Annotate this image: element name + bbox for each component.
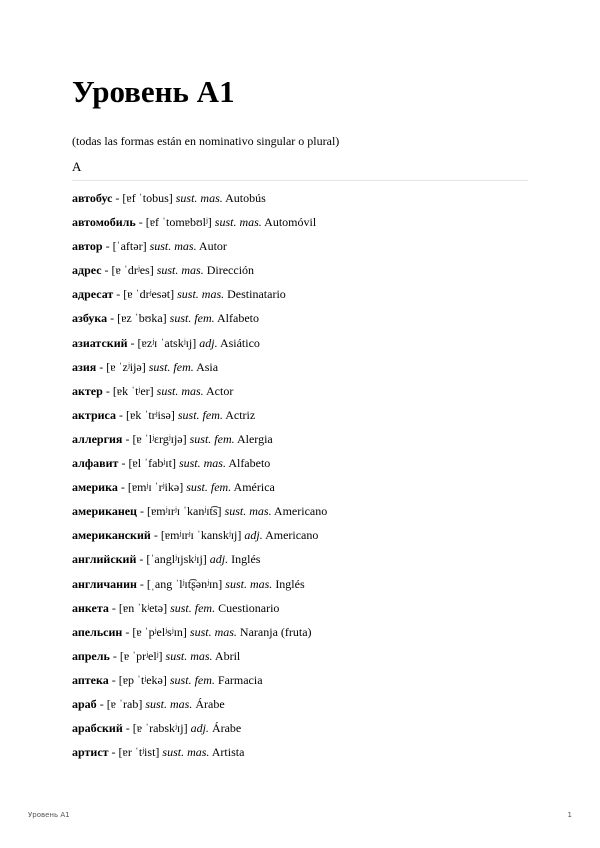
footer-title: Уровень A1 bbox=[28, 811, 70, 819]
vocabulary-entry bbox=[72, 549, 542, 573]
entry-translation: Árabe bbox=[195, 696, 225, 711]
entry-translation: Autor bbox=[198, 239, 227, 254]
entry-part-of-speech: sust. mas. bbox=[165, 648, 213, 663]
vocabulary-entry bbox=[72, 212, 542, 236]
entry-translation: Destinatario bbox=[227, 287, 286, 302]
entry-transcription: [ˌang ˈlʲɪt͡ʂənʲɪn] bbox=[146, 576, 223, 591]
entry-translation: Farmacia bbox=[217, 672, 263, 687]
vocabulary-entry bbox=[72, 405, 542, 429]
page-number: 1 bbox=[567, 811, 572, 819]
entry-separator: - bbox=[113, 287, 124, 302]
entry-translation: Americano bbox=[265, 528, 319, 543]
entry-separator: - bbox=[122, 721, 133, 736]
entry-word: адрес bbox=[72, 263, 102, 278]
entry-word: азиатский bbox=[72, 335, 128, 350]
entry-transcription: [ɐzʲɪ ˈatskʲɪj] bbox=[137, 335, 197, 350]
vocabulary-entry bbox=[72, 333, 542, 357]
entry-word: америка bbox=[72, 480, 118, 495]
entry-translation: América bbox=[233, 480, 275, 495]
entry-separator: - bbox=[116, 407, 127, 422]
entry-separator: - bbox=[122, 624, 133, 639]
entry-part-of-speech: sust. mas. bbox=[156, 263, 204, 278]
entry-word: артист bbox=[72, 745, 109, 760]
entry-transcription: [ɐp ˈtʲekə] bbox=[118, 672, 167, 687]
entry-translation: Actor bbox=[206, 383, 234, 398]
entry-word: анкета bbox=[72, 600, 109, 615]
entry-separator: - bbox=[118, 456, 129, 471]
vocabulary-entry bbox=[72, 501, 542, 525]
entry-separator: - bbox=[102, 239, 113, 254]
entry-transcription: [ɐ ˈrabskʲɪj] bbox=[132, 721, 188, 736]
vocabulary-entry bbox=[72, 453, 542, 477]
entry-separator: - bbox=[102, 383, 113, 398]
entry-separator: - bbox=[136, 552, 147, 567]
vocabulary-list bbox=[72, 188, 542, 766]
entry-separator: - bbox=[112, 191, 123, 205]
entry-word: автомобиль bbox=[72, 215, 136, 230]
entry-transcription: [ˈanglʲɪjskʲɪj] bbox=[146, 552, 207, 567]
entry-translation: Automóvil bbox=[264, 215, 317, 230]
entry-transcription: [ɐmʲɪrʲɪ ˈkanʲɪt͡s] bbox=[146, 504, 222, 519]
entry-part-of-speech: sust. fem. bbox=[170, 600, 216, 615]
entry-translation: Alfabeto bbox=[217, 311, 259, 326]
entry-transcription: [ɐ ˈlʲɛrgʲɪjə] bbox=[132, 431, 187, 446]
entry-transcription: [ɐ ˈpʲelʲsʲɪn] bbox=[132, 624, 187, 639]
entry-part-of-speech: adj. bbox=[190, 721, 209, 736]
entry-separator: - bbox=[150, 528, 161, 543]
vocabulary-entry bbox=[72, 236, 542, 260]
entry-translation: Artista bbox=[211, 745, 245, 760]
section-letter: A bbox=[72, 159, 82, 174]
vocabulary-entry bbox=[72, 574, 542, 598]
entry-part-of-speech: sust. fem. bbox=[169, 311, 215, 326]
entry-word: американец bbox=[72, 504, 137, 519]
entry-translation: Americano bbox=[273, 504, 328, 519]
vocabulary-entry bbox=[72, 429, 542, 453]
entry-part-of-speech: sust. mas. bbox=[224, 504, 272, 519]
entry-translation: Árabe bbox=[211, 721, 242, 736]
entry-part-of-speech: sust. mas. bbox=[156, 383, 204, 398]
vocabulary-entry bbox=[72, 646, 542, 670]
entry-translation: Cuestionario bbox=[218, 600, 280, 615]
vocabulary-entry bbox=[72, 357, 542, 381]
entry-translation: Abril bbox=[214, 648, 241, 663]
entry-translation: Alergia bbox=[236, 431, 273, 446]
entry-part-of-speech: sust. fem. bbox=[189, 431, 235, 446]
entry-translation: Autobús bbox=[225, 191, 266, 205]
entry-word: аллергия bbox=[72, 431, 123, 446]
entry-transcription: [ɐmʲɪrʲɪ ˈkanskʲɪj] bbox=[160, 528, 242, 543]
entry-transcription: [ɐk ˈtʲer] bbox=[112, 383, 154, 398]
entry-part-of-speech: adj. bbox=[209, 552, 229, 567]
entry-transcription: [ɐl ˈfabʲɪt] bbox=[128, 456, 176, 471]
entry-separator: - bbox=[122, 431, 133, 446]
vocabulary-entry bbox=[72, 284, 542, 308]
entry-separator: - bbox=[108, 600, 119, 615]
entry-part-of-speech: adj. bbox=[244, 528, 263, 543]
entry-part-of-speech: sust. fem. bbox=[177, 407, 223, 422]
entry-separator: - bbox=[136, 504, 147, 519]
vocabulary-entry bbox=[72, 308, 542, 332]
vocabulary-entry bbox=[72, 598, 542, 622]
entry-word: англичанин bbox=[72, 576, 137, 591]
vocabulary-entry bbox=[72, 381, 542, 405]
entry-separator: - bbox=[109, 648, 120, 663]
entry-word: автобус bbox=[72, 191, 113, 205]
entry-translation: Asia bbox=[196, 359, 219, 374]
entry-word: актер bbox=[72, 383, 103, 398]
vocabulary-entry bbox=[72, 742, 542, 766]
entry-word: американский bbox=[72, 528, 151, 543]
page-subtitle: (todas las formas están en nominativo singular o plural) bbox=[72, 134, 340, 148]
entry-word: английский bbox=[72, 552, 137, 567]
entry-transcription: [ɐr ˈtʲist] bbox=[118, 745, 160, 760]
entry-separator: - bbox=[136, 576, 147, 591]
entry-translation: Asiático bbox=[219, 335, 260, 350]
entry-word: адресат bbox=[72, 287, 114, 302]
entry-separator: - bbox=[96, 696, 107, 711]
entry-part-of-speech: sust. mas. bbox=[225, 576, 273, 591]
entry-part-of-speech: sust. mas. bbox=[162, 745, 210, 760]
entry-part-of-speech: sust. mas. bbox=[189, 624, 237, 639]
entry-separator: - bbox=[108, 745, 119, 760]
vocabulary-entry bbox=[72, 718, 542, 742]
vocabulary-entry bbox=[72, 525, 542, 549]
entry-transcription: [ɐk ˈtrʲisə] bbox=[126, 407, 175, 422]
vocabulary-entry bbox=[72, 260, 542, 284]
vocabulary-entry bbox=[72, 188, 542, 212]
entry-separator: - bbox=[96, 359, 107, 374]
entry-word: азбука bbox=[72, 311, 108, 326]
entry-word: алфавит bbox=[72, 456, 119, 471]
entry-word: азия bbox=[72, 359, 97, 374]
entry-part-of-speech: sust. mas. bbox=[145, 696, 193, 711]
entry-part-of-speech: sust. fem. bbox=[169, 672, 215, 687]
entry-separator: - bbox=[101, 263, 112, 278]
entry-translation: Naranja (fruta) bbox=[239, 624, 312, 639]
entry-part-of-speech: sust. mas. bbox=[177, 287, 225, 302]
entry-word: апельсин bbox=[72, 624, 123, 639]
entry-transcription: [ɐ ˈrab] bbox=[106, 696, 143, 711]
entry-translation: Inglés bbox=[275, 576, 305, 591]
entry-translation: Actriz bbox=[225, 407, 256, 422]
entry-part-of-speech: adj. bbox=[199, 335, 218, 350]
entry-part-of-speech: sust. fem. bbox=[148, 359, 194, 374]
entry-part-of-speech: sust. mas. bbox=[178, 456, 226, 471]
vocabulary-entry bbox=[72, 622, 542, 646]
entry-transcription: [ɐ ˈzʲijə] bbox=[106, 359, 146, 374]
vocabulary-entry bbox=[72, 477, 542, 501]
entry-word: арабский bbox=[72, 721, 123, 736]
entry-word: араб bbox=[72, 696, 97, 711]
entry-transcription: [ɐ ˈdrʲes] bbox=[111, 263, 154, 278]
entry-translation: Inglés bbox=[231, 552, 261, 567]
entry-translation: Dirección bbox=[206, 263, 255, 278]
entry-transcription: [ɐz ˈbʊka] bbox=[117, 311, 167, 326]
entry-transcription: [ɐ ˈprʲelʲ] bbox=[119, 648, 163, 663]
entry-transcription: [ɐ ˈdrʲesət] bbox=[123, 287, 175, 302]
entry-translation: Alfabeto bbox=[228, 456, 271, 471]
entry-transcription: [ɐf ˈtobus] bbox=[122, 191, 173, 205]
vocabulary-entry bbox=[72, 694, 542, 718]
entry-word: апрель bbox=[72, 648, 110, 663]
entry-part-of-speech: sust. mas. bbox=[175, 191, 223, 205]
entry-word: аптека bbox=[72, 672, 109, 687]
entry-part-of-speech: sust. mas. bbox=[214, 215, 262, 230]
entry-part-of-speech: sust. fem. bbox=[186, 480, 232, 495]
entry-transcription: [ɐn ˈkʲetə] bbox=[118, 600, 168, 615]
section-divider bbox=[72, 180, 528, 181]
entry-transcription: [ˈaftər] bbox=[112, 239, 147, 254]
entry-separator: - bbox=[135, 215, 146, 230]
entry-transcription: [ɐmʲɪ ˈrʲikə] bbox=[127, 480, 184, 495]
entry-transcription: [ɐf ˈtomɐbʊlʲ] bbox=[145, 215, 212, 230]
entry-separator: - bbox=[107, 311, 118, 326]
entry-separator: - bbox=[117, 480, 128, 495]
entry-word: актриса bbox=[72, 407, 117, 422]
entry-separator: - bbox=[127, 335, 138, 350]
page-title: Уровень A1 bbox=[72, 74, 235, 109]
entry-word: автор bbox=[72, 239, 103, 254]
entry-part-of-speech: sust. mas. bbox=[149, 239, 197, 254]
vocabulary-entry bbox=[72, 670, 542, 694]
entry-separator: - bbox=[108, 672, 119, 687]
